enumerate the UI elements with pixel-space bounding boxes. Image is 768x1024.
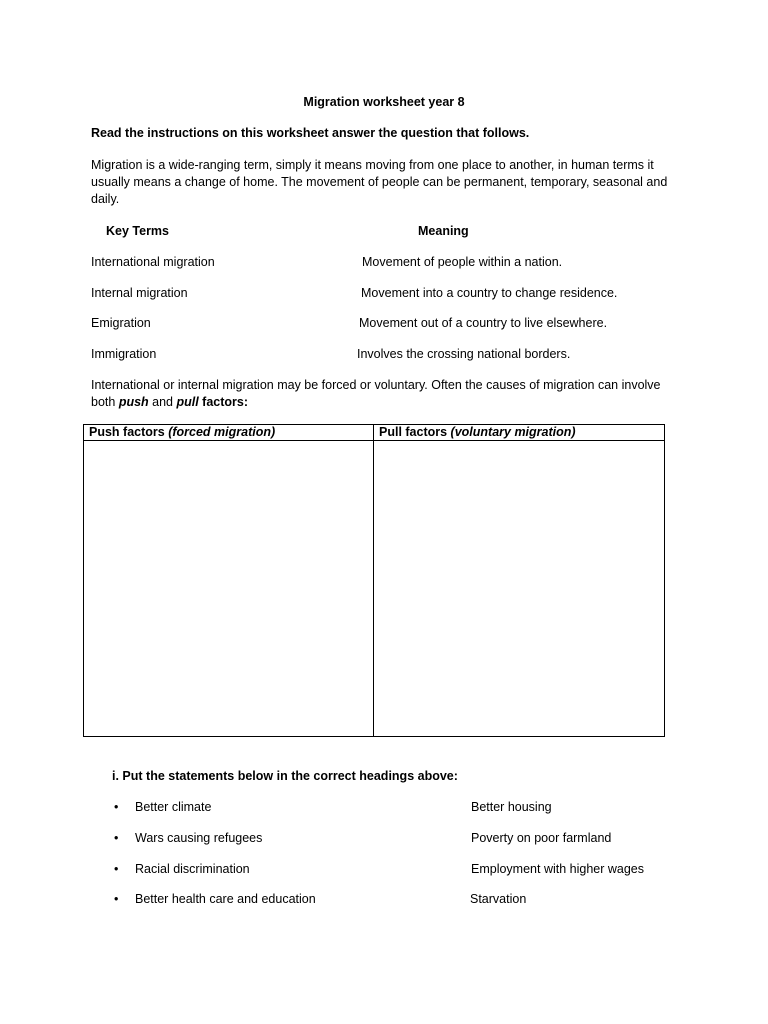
factors-intro-paragraph	[91, 377, 681, 411]
push-factors-cell[interactable]	[84, 441, 374, 737]
bullet-icon: •	[114, 831, 119, 845]
statement-right: Poverty on poor farmland	[471, 831, 612, 845]
statement-left: Racial discrimination	[135, 862, 250, 876]
term-meaning: Movement into a country to change residence.	[361, 286, 618, 300]
pull-header-label: Pull factors	[379, 425, 451, 439]
push-word: push	[118, 395, 149, 409]
push-factors-header	[84, 425, 374, 441]
push-header-italic: (forced migration)	[168, 425, 276, 439]
factors-word: factors:	[198, 395, 249, 409]
pull-header-italic: (voluntary migration)	[450, 425, 576, 439]
pull-factors-header	[374, 425, 665, 441]
meaning-header: Meaning	[418, 224, 469, 238]
bullet-icon: •	[114, 892, 119, 906]
statement-right: Better housing	[471, 800, 552, 814]
term-label: Emigration	[91, 316, 151, 330]
statement-left: Better climate	[135, 800, 212, 814]
factors-table	[83, 424, 665, 737]
key-terms-header: Key Terms	[106, 224, 169, 238]
statement-right: Employment with higher wages	[471, 862, 644, 876]
intro-paragraph: Migration is a wide-ranging term, simply it means moving from one place to another, in human terms it usually means a change of home. The movement of people can be permanent, temporary, seasonal and daily.	[91, 158, 668, 206]
bullet-icon: •	[114, 862, 119, 876]
term-label: Internal migration	[91, 286, 188, 300]
term-meaning: Movement of people within a nation.	[362, 255, 563, 269]
instruction-text: Read the instructions on this worksheet answer the question that follows.	[91, 126, 530, 140]
term-label: International migration	[91, 255, 215, 269]
statement-right: Starvation	[470, 892, 527, 906]
and-word: and	[148, 395, 177, 409]
bullet-icon: •	[114, 800, 119, 814]
statement-left: Better health care and education	[135, 892, 316, 906]
push-header-label: Push factors	[89, 425, 169, 439]
question-text: i. Put the statements below in the correct headings above:	[112, 769, 458, 783]
pull-word: pull	[176, 395, 199, 409]
worksheet-title: Migration worksheet year 8	[303, 95, 465, 109]
term-label: Immigration	[91, 347, 157, 361]
term-meaning: Involves the crossing national borders.	[357, 347, 571, 361]
statement-left: Wars causing refugees	[135, 831, 263, 845]
term-meaning: Movement out of a country to live elsewhere.	[359, 316, 608, 330]
pull-factors-cell[interactable]	[374, 441, 665, 737]
factors-intro-text: International or internal migration may be forced or voluntary. Often the causes of migration can involve both	[91, 378, 661, 409]
